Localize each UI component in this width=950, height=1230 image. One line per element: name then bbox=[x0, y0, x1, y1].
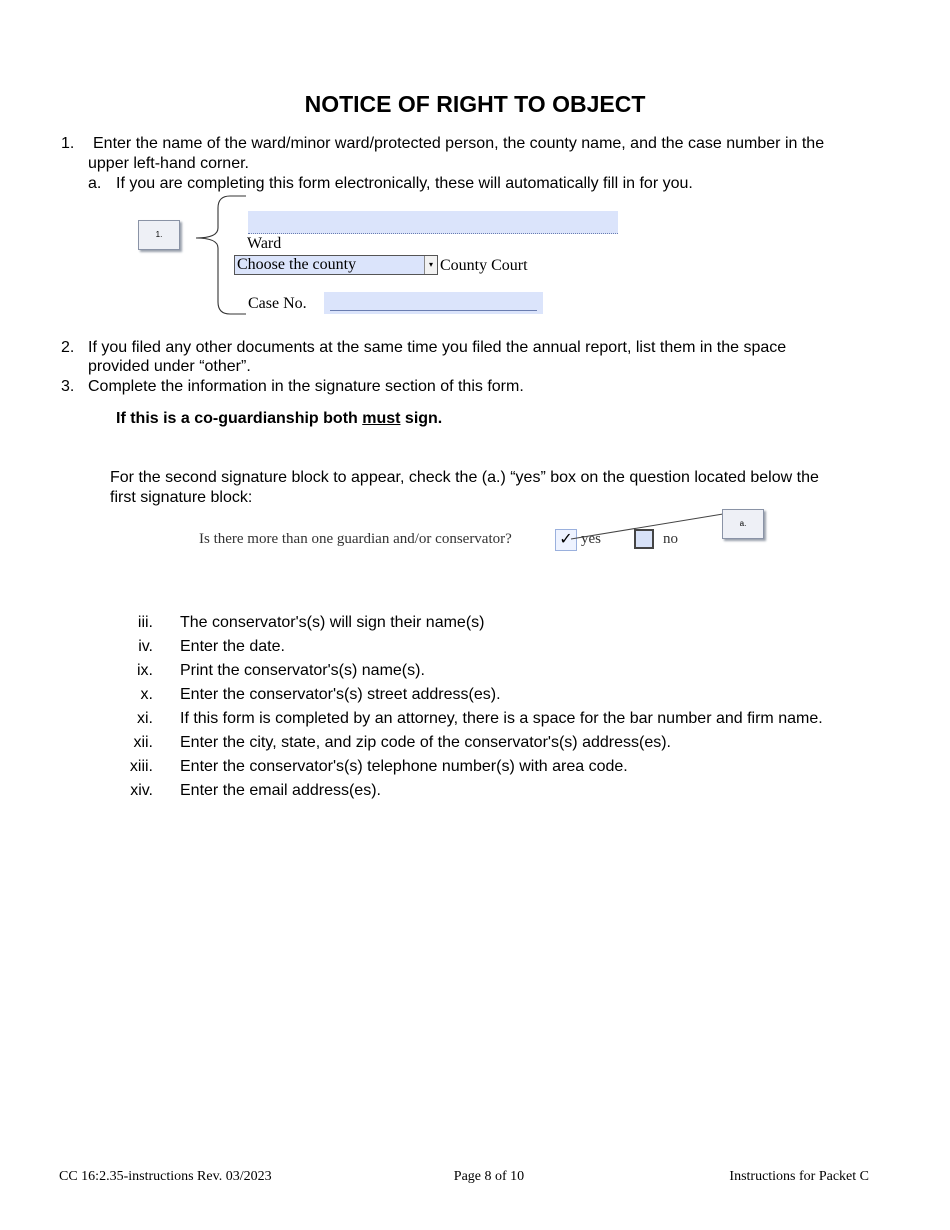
co-guardianship-note: If this is a co-guardianship both must sign. bbox=[116, 410, 443, 427]
second-block-line-2: first signature block: bbox=[110, 489, 253, 506]
co-guardian-question: Is there more than one guardian and/or conservator? bbox=[199, 531, 512, 547]
list-item-number: xiii. bbox=[129, 758, 153, 775]
footer-packet-name: Instructions for Packet C bbox=[729, 1169, 869, 1184]
step-1-line-1: Enter the name of the ward/minor ward/protected person, the county name, and the case number in the bbox=[93, 135, 825, 152]
footer-form-id: CC 16:2.35-instructions Rev. 03/2023 bbox=[59, 1169, 272, 1184]
step-3-text: Complete the information in the signature section of this form. bbox=[88, 378, 524, 395]
brace-graphic bbox=[136, 194, 246, 322]
list-item-text: Enter the conservator's(s) telephone number(s) with area code. bbox=[180, 758, 628, 775]
callout-1: 1. bbox=[138, 220, 180, 250]
step-2-number: 2. bbox=[61, 339, 75, 356]
list-item-text: Enter the conservator's(s) street address(es). bbox=[180, 686, 501, 703]
step-2-line-1: If you filed any other documents at the same time you filed the annual report, list them in the space bbox=[88, 339, 787, 356]
case-caption-figure bbox=[136, 194, 636, 322]
no-label: no bbox=[663, 531, 678, 547]
list-item-number: iv. bbox=[138, 638, 153, 655]
must-emphasis: must bbox=[362, 410, 401, 427]
list-item-text: Enter the email address(es). bbox=[180, 782, 381, 799]
callout-leader-line bbox=[195, 508, 775, 558]
step-1-number: 1. bbox=[61, 135, 75, 152]
county-court-label: County Court bbox=[440, 257, 528, 274]
case-number-field[interactable] bbox=[324, 292, 543, 314]
footer-page-number: Page 8 of 10 bbox=[453, 1169, 525, 1184]
list-item-number: x. bbox=[140, 686, 153, 703]
step-1a-letter: a. bbox=[88, 175, 102, 192]
list-item-number: xii. bbox=[133, 734, 153, 751]
yes-label: yes bbox=[581, 531, 601, 547]
list-item-number: xiv. bbox=[130, 782, 153, 799]
case-number-label: Case No. bbox=[248, 295, 307, 312]
list-item-text: Enter the city, state, and zip code of the conservator's(s) address(es). bbox=[180, 734, 671, 751]
list-item-number: ix. bbox=[137, 662, 153, 679]
step-3-number: 3. bbox=[61, 378, 75, 395]
list-item-text: The conservator's(s) will sign their name(s) bbox=[180, 614, 485, 631]
list-item-text: If this form is completed by an attorney, there is a space for the bar number and firm name. bbox=[180, 710, 823, 727]
second-block-line-1: For the second signature block to appear, check the (a.) “yes” box on the question located below the bbox=[110, 469, 819, 486]
step-2-line-2: provided under “other”. bbox=[88, 358, 251, 375]
checkmark-icon: ✓ bbox=[559, 531, 573, 548]
ward-label: Ward bbox=[247, 235, 282, 252]
county-select-value: Choose the county bbox=[237, 256, 357, 273]
list-item-text: Print the conservator's(s) name(s). bbox=[180, 662, 425, 679]
list-item-text: Enter the date. bbox=[180, 638, 285, 655]
ward-name-field[interactable] bbox=[248, 211, 618, 234]
page-title: NOTICE OF RIGHT TO OBJECT bbox=[304, 91, 646, 117]
county-select[interactable] bbox=[234, 255, 438, 275]
list-item-number: iii. bbox=[137, 614, 153, 631]
co-guardian-question-figure bbox=[195, 508, 775, 558]
chevron-down-icon[interactable]: ▾ bbox=[424, 256, 437, 274]
step-1-line-2: upper left-hand corner. bbox=[88, 155, 249, 172]
step-1a-text: If you are completing this form electronically, these will automatically fill in for you. bbox=[116, 175, 693, 192]
callout-a: a. bbox=[722, 509, 764, 539]
list-item-number: xi. bbox=[137, 710, 153, 727]
